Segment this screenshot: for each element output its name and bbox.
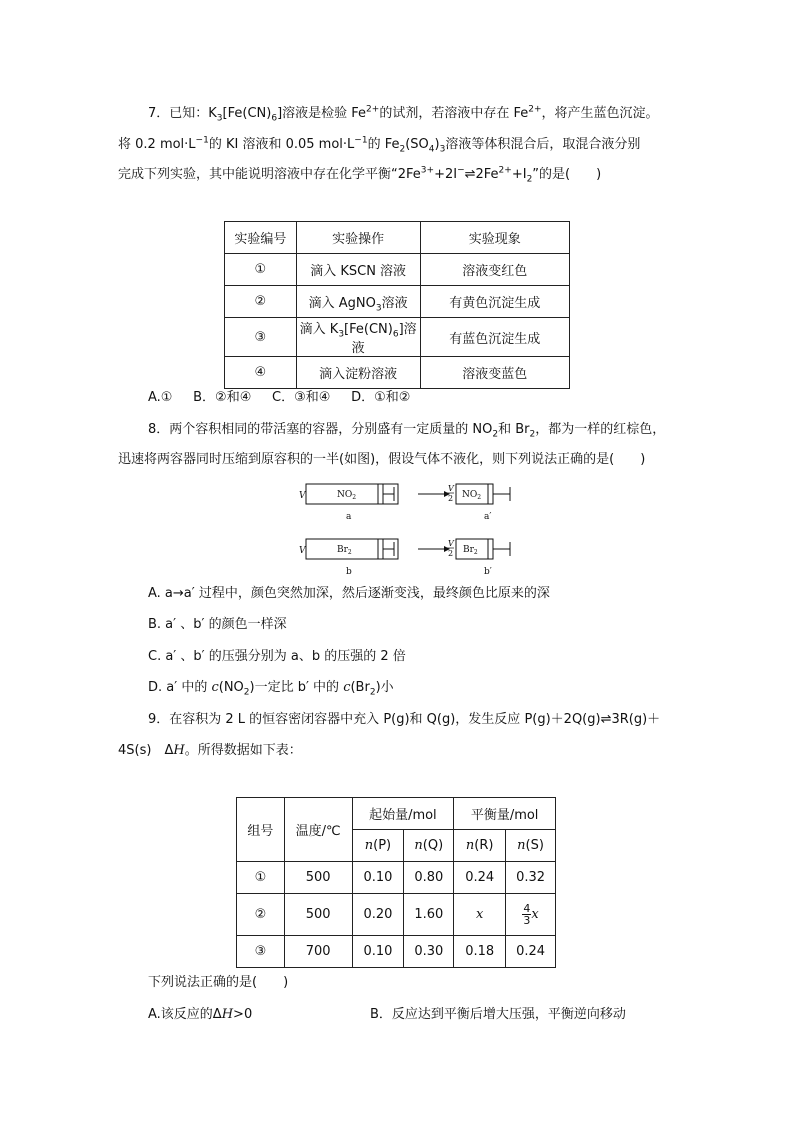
option-b: B．②和④ bbox=[193, 390, 252, 405]
q9-question: 下列说法正确的是( ) bbox=[148, 975, 289, 990]
table-row bbox=[237, 936, 556, 968]
q8-option-c: C. a′ 、b′ 的压强分别为 a、b 的压强的 2 倍 bbox=[148, 649, 406, 664]
q8-option-a: A. a→a′ 过程中，颜色突然加深，然后逐渐变浅，最终颜色比原来的深 bbox=[148, 586, 550, 601]
svg-text:NO2: $NO_2$ bbox=[462, 490, 482, 501]
q7-experiment-table bbox=[224, 221, 570, 389]
q8-line-2: 迅速将两容器同时压缩到原容积的一半(如图)，假设气体不液化，则下列说法正确的是( ) bbox=[118, 452, 646, 467]
option-a: A.① bbox=[148, 390, 173, 405]
svg-text:2: 2 bbox=[448, 494, 454, 503]
piston-b-prime bbox=[488, 539, 493, 559]
label-b-prime: b′ bbox=[484, 567, 492, 577]
table-header-row bbox=[237, 798, 556, 830]
table-cell: ① bbox=[237, 862, 285, 894]
table-row bbox=[225, 286, 570, 318]
table-cell: 500 bbox=[284, 862, 352, 894]
table-cell: 0.24 bbox=[454, 862, 506, 894]
gas-label-no2: $NO_2$ bbox=[337, 490, 357, 501]
svg-text:V: V bbox=[299, 546, 306, 556]
q9-option-a: A.该反应的ΔH>0 bbox=[148, 1007, 253, 1022]
table-cell: x bbox=[454, 894, 506, 936]
table-cell: 滴入 AgNO$_3$溶液 bbox=[296, 286, 420, 318]
header-cell: 实验操作 bbox=[296, 222, 420, 254]
table-cell: 1.60 bbox=[404, 894, 454, 936]
table-cell: 滴入淀粉溶液 bbox=[296, 357, 420, 389]
svg-text:2: 2 bbox=[448, 549, 454, 558]
q8-option-d: D. a′ 中的 $c(NO_2)$一定比 b′ 中的 $c(Br_2)$小 bbox=[148, 680, 394, 698]
table-cell: 滴入 KSCN 溶液 bbox=[296, 254, 420, 286]
table-row bbox=[225, 318, 570, 357]
option-c: C．③和④ bbox=[272, 390, 331, 405]
piston-a-prime bbox=[488, 484, 493, 504]
header-ns: n(S) bbox=[506, 830, 556, 862]
table-header-row bbox=[225, 222, 570, 254]
table-cell: 有黄色沉淀生成 bbox=[420, 286, 569, 318]
q9-option-b: B．反应达到平衡后增大压强，平衡逆向移动 bbox=[370, 1007, 626, 1022]
table-cell: 溶液变蓝色 bbox=[420, 357, 569, 389]
q9-line-2: 4S(s) ΔH。所得数据如下表： bbox=[118, 743, 302, 758]
piston-b bbox=[378, 539, 383, 559]
header-eq: 平衡量/mol bbox=[454, 798, 556, 830]
piston-a bbox=[378, 484, 383, 504]
q8-line-1: 8．两个容积相同的带活塞的容器，分别盛有一定质量的 $NO_2$和 $Br_2$，都为一样的红棕色， bbox=[148, 422, 666, 440]
table-cell: ① bbox=[225, 254, 297, 286]
svg-text:V: V bbox=[448, 539, 454, 548]
table-row bbox=[237, 862, 556, 894]
table-cell: ② bbox=[237, 894, 285, 936]
table-cell: 溶液变红色 bbox=[420, 254, 569, 286]
q8-option-b: B. a′ 、b′ 的颜色一样深 bbox=[148, 617, 287, 632]
table-row bbox=[225, 254, 570, 286]
q9-line-1: 9．在容积为 2 L 的恒容密闭容器中充入 P(g)和 Q(g)，发生反应 P(g)＋2Q(g)⇌3R(g)＋ bbox=[148, 712, 661, 727]
table-cell: ② bbox=[225, 286, 297, 318]
label-b: b bbox=[346, 567, 352, 577]
header-nr: n(R) bbox=[454, 830, 506, 862]
table-row bbox=[225, 357, 570, 389]
header-np: n(P) bbox=[352, 830, 404, 862]
table-cell: 0.18 bbox=[454, 936, 506, 968]
table-cell: 有蓝色沉淀生成 bbox=[420, 318, 569, 357]
table-cell: 滴入 $K_3[Fe(CN)_6]$溶液 bbox=[296, 318, 420, 357]
q9-data-table bbox=[236, 797, 556, 968]
table-cell: $\frac{4}{3}$ x bbox=[506, 894, 556, 936]
table-cell: ③ bbox=[225, 318, 297, 357]
q8-piston-figure bbox=[290, 478, 530, 580]
table-cell: 0.32 bbox=[506, 862, 556, 894]
table-cell: 0.80 bbox=[404, 862, 454, 894]
header-temp: 温度/℃ bbox=[284, 798, 352, 862]
table-cell: ④ bbox=[225, 357, 297, 389]
header-cell: 实验编号 bbox=[225, 222, 297, 254]
label-a: a bbox=[346, 512, 352, 522]
q7-line-1: 7．已知：$K_3[Fe(CN)_6]$溶液是检验 $Fe^{2+}$的试剂，若溶液中存在 $Fe^{2+}$，将产生蓝色沉淀。 bbox=[148, 104, 659, 124]
table-cell: 0.10 bbox=[352, 862, 404, 894]
svg-text:Br2: $Br_2$ bbox=[463, 545, 478, 556]
table-cell: 0.30 bbox=[404, 936, 454, 968]
table-cell: 0.20 bbox=[352, 894, 404, 936]
label-a-prime: a′ bbox=[484, 512, 492, 522]
table-row bbox=[237, 894, 556, 936]
q7-line-2: 将 0.2 $mol\cdot L^{-1}$的 KI 溶液和 0.05 $mol\cdot L^{-1}$的 $Fe_2(SO_4)_3$溶液等体积混合后，取混合液分别 bbox=[118, 135, 641, 155]
header-nq: n(Q) bbox=[404, 830, 454, 862]
table-cell: 0.24 bbox=[506, 936, 556, 968]
q7-options bbox=[148, 388, 410, 408]
svg-text:V: V bbox=[448, 484, 454, 493]
header-cell: 实验现象 bbox=[420, 222, 569, 254]
table-cell: 0.10 bbox=[352, 936, 404, 968]
table-cell: 700 bbox=[284, 936, 352, 968]
table-cell: 500 bbox=[284, 894, 352, 936]
q7-line-3: 完成下列实验，其中能说明溶液中存在化学平衡“$2Fe^{3+}+2I^-\rightleftharpoons 2Fe^{2+}+I_2$”的是( ) bbox=[118, 165, 602, 185]
header-group: 组号 bbox=[237, 798, 285, 862]
option-d: D．①和② bbox=[351, 390, 411, 405]
header-start: 起始量/mol bbox=[352, 798, 454, 830]
gas-label-br2: $Br_2$ bbox=[337, 545, 352, 556]
volume-label-v: V bbox=[299, 491, 306, 501]
table-cell: ③ bbox=[237, 936, 285, 968]
